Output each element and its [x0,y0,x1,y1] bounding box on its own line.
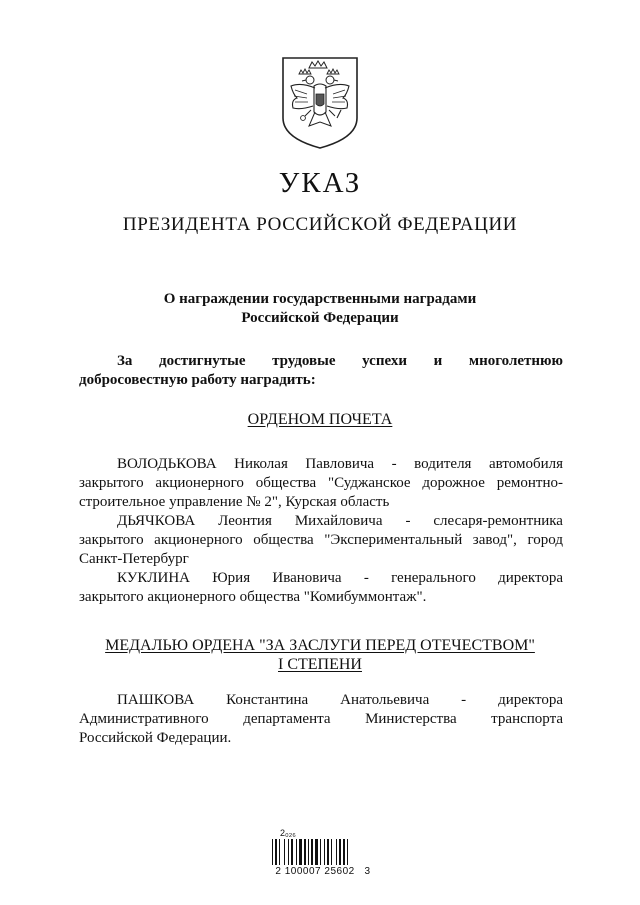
decree-subject [0,290,640,328]
barcode-bar [336,839,337,865]
barcode-bar [315,839,318,865]
barcode-bar [311,839,313,865]
recipient-line: закрытого акционерного общества "Суджанское дорожное ремонтно- [79,475,563,491]
intro-line: добросовестную работу наградить: [79,372,316,388]
recipient-entry [79,455,563,512]
document-subtitle: ПРЕЗИДЕНТА РОССИЙСКОЙ ФЕДЕРАЦИИ [122,214,518,235]
award-heading-medal [0,636,640,674]
barcode-bar [339,839,341,865]
barcode-bar [320,839,321,865]
barcode-bar [299,839,302,865]
award-heading-order-of-honour [0,410,640,429]
recipients-list [79,455,563,607]
intro-line [79,352,563,371]
intro-word: успехи [362,353,407,369]
barcode [266,828,380,880]
intro-word: многолетнюю [468,353,563,369]
barcode-bar [272,839,273,865]
barcode-bar [284,839,285,865]
intro-word: трудовые [272,353,336,369]
barcode-bar [304,839,306,865]
recipient-entry [79,569,563,607]
barcode-bar [291,839,293,865]
recipient-line: ДЬЯЧКОВА Леонтия Михайловича - слесаря-ремонтника [117,513,563,529]
barcode-bar [327,839,329,865]
recipient-line: Российской Федерации. [79,730,232,746]
barcode-bar [288,839,289,865]
award-heading-text: I СТЕПЕНИ [278,656,362,673]
barcode-bar [275,839,277,865]
award-heading-text: МЕДАЛЬЮ ОРДЕНА "ЗА ЗАСЛУГИ ПЕРЕД ОТЕЧЕСТВОМ" [105,637,535,654]
barcode-mark: 2₀₂₆ [280,828,296,838]
recipient-line: строительное управление № 2", Курская область [79,494,390,510]
barcode-bar [347,839,348,865]
intro-word: достигнутые [159,353,246,369]
barcode-bars [272,839,372,865]
recipient-entry [79,691,563,748]
barcode-bar [296,839,297,865]
recipient-line: закрытого акционерного общества "Экспериментальный завод", город [79,532,563,548]
recipient-line: закрытого акционерного общества "Комибуммонтаж". [79,589,427,605]
recipient-line: Санкт-Петербург [79,551,189,567]
barcode-number: 2 100007 25602 3 [275,866,371,877]
intro-word: и [433,353,443,369]
barcode-bar [324,839,325,865]
decree-intro [79,352,563,390]
award-heading-text: ОРДЕНОМ ПОЧЕТА [247,411,393,428]
subject-line: О награждении государственными наградами [163,291,477,307]
recipient-line: КУКЛИНА Юрия Ивановича - генерального директора [117,570,563,586]
recipient-line: Административного департамента Министерства транспорта [79,711,563,727]
intro-word: За [117,353,133,369]
document-title: УКАЗ [278,167,362,199]
recipient-line: ПАШКОВА Константина Анатольевича - директора [117,692,563,708]
recipient-line: ВОЛОДЬКОВА Николая Павловича - водителя автомобиля [117,456,563,472]
barcode-bar [331,839,332,865]
russian-coat-of-arms-icon [277,52,363,152]
barcode-bar [279,839,280,865]
recipient-entry [79,512,563,569]
subject-line: Российской Федерации [241,310,399,326]
barcode-bar [308,839,309,865]
barcode-bar [343,839,345,865]
